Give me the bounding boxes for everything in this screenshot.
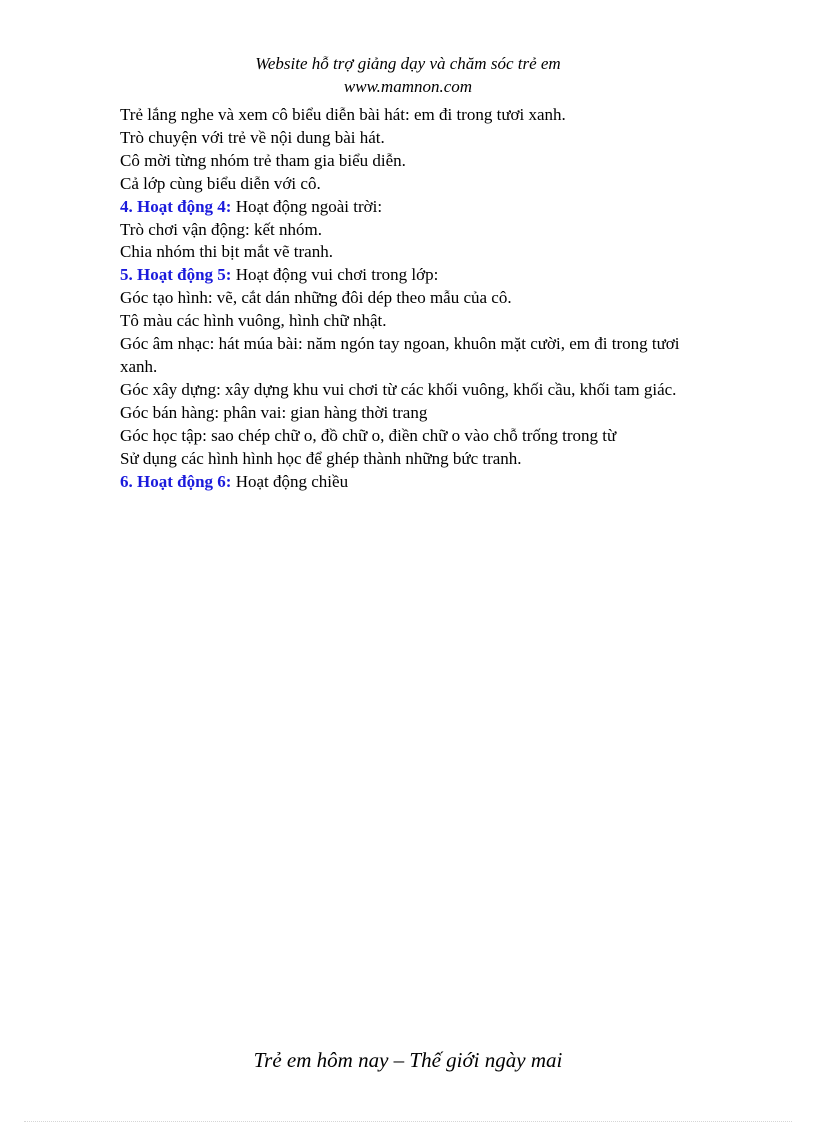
paragraph: Sử dụng các hình hình học để ghép thành những bức tranh. (120, 448, 522, 468)
paragraph: Trò chuyện với trẻ về nội dung bài hát. (120, 127, 385, 147)
paragraph: Chia nhóm thi bịt mắt vẽ tranh. (120, 242, 333, 262)
header-site-url: www.mamnon.com (343, 77, 473, 96)
section-heading-text: Hoạt động chiều (231, 471, 349, 491)
section-heading-4 (120, 196, 700, 219)
section-heading-label: 4. Hoạt động 4: (120, 196, 232, 216)
page-header (0, 52, 816, 98)
paragraph: Góc bán hàng: phân vai: gian hàng thời trang (120, 402, 428, 422)
document-body (120, 104, 700, 493)
paragraph: Góc học tập: sao chép chữ o, đồ chữ o, điền chữ o vào chỗ trống trong từ (120, 425, 617, 445)
section-heading-label: 6. Hoạt động 6: (120, 471, 232, 491)
section-heading-label: 5. Hoạt động 5: (120, 265, 232, 285)
page-bottom-divider (24, 1121, 792, 1122)
paragraph: Góc âm nhạc: hát múa bài: năm ngón tay ngoan, khuôn mặt cười, em đi trong tươi xanh. (120, 334, 680, 376)
paragraph: Cả lớp cùng biểu diễn với cô. (120, 173, 321, 193)
section-heading-6 (120, 471, 700, 494)
paragraph: Cô mời từng nhóm trẻ tham gia biểu diễn. (120, 150, 406, 170)
paragraph: Trò chơi vận động: kết nhóm. (120, 219, 322, 239)
header-site-tagline: Website hỗ trợ giảng dạy và chăm sóc trẻ em (255, 54, 561, 73)
page-footer: Trẻ em hôm nay – Thế giới ngày mai (253, 1048, 563, 1072)
section-heading-text: Hoạt động vui chơi trong lớp: (231, 265, 439, 285)
section-heading-5 (120, 264, 700, 287)
paragraph: Tô màu các hình vuông, hình chữ nhật. (120, 311, 387, 331)
paragraph: Góc tạo hình: vẽ, cắt dán những đôi dép theo mẫu của cô. (120, 288, 512, 308)
paragraph: Trẻ lắng nghe và xem cô biểu diễn bài hát: em đi trong tươi xanh. (120, 105, 566, 124)
section-heading-text: Hoạt động ngoài trời: (231, 196, 383, 216)
paragraph: Góc xây dựng: xây dựng khu vui chơi từ các khối vuông, khối cầu, khối tam giác. (120, 379, 677, 399)
